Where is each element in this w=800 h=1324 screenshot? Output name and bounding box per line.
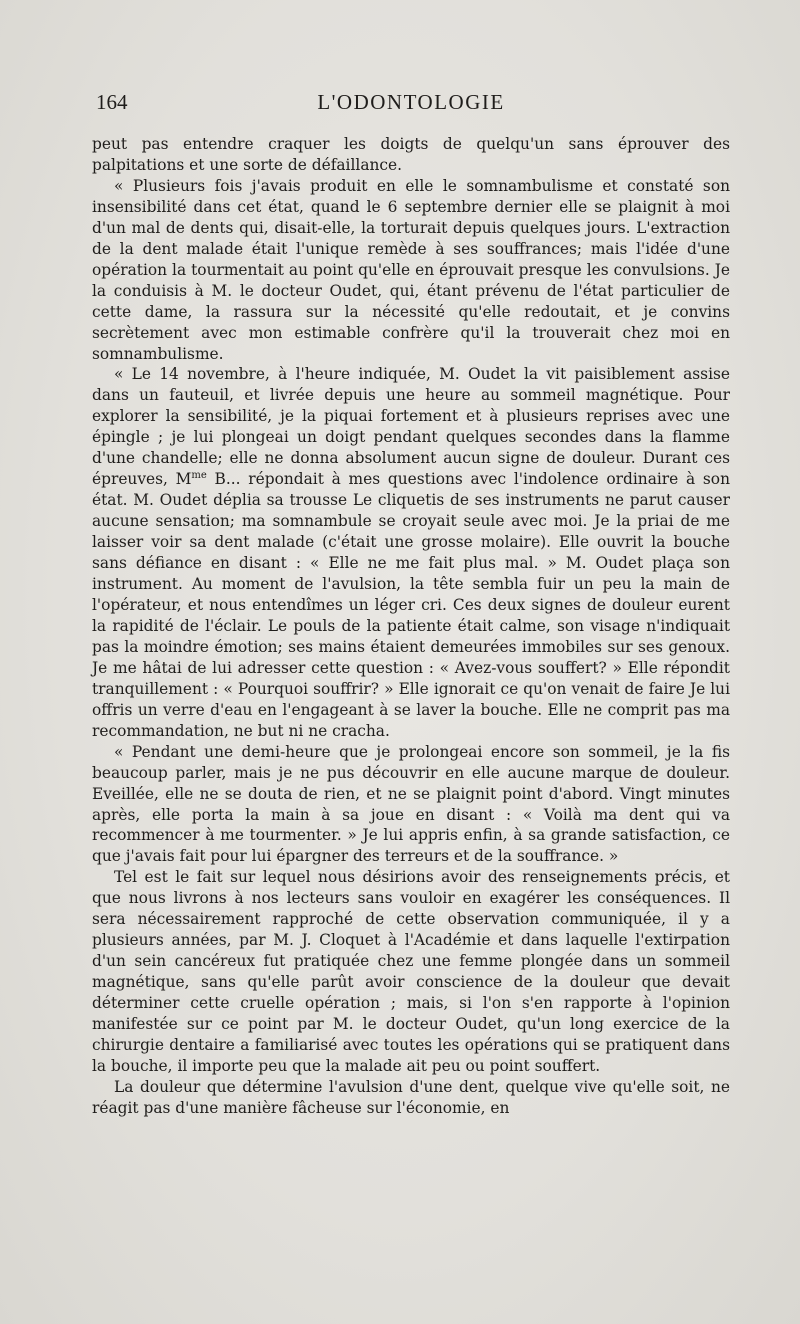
paragraph-1: peut pas entendre craquer les doigts de quelqu'un sans éprouver des palpitations et une sorte de défaillance. — [92, 135, 730, 174]
paragraph-3: « Le 14 novembre, à l'heure indiquée, M. Oudet la vit paisiblement assise dans un fauteuil, et livrée depuis une heure au sommeil magnétique. Pour explorer la sensibilité, je la piquai fortement et à plusieurs reprises avec une épingle ; je lui plongeai un doigt pendant quelques secondes dans la flamme d'une chandelle; elle ne donna absolument aucun signe de douleur. Durant ces épreuves, $M^{me}$ B... répondait à mes questions avec l'indolence ordinaire à son état. M. Oudet déplia sa trousse Le cliquetis de ses instruments ne parut causer aucune sensation; ma somnambule se croyait seule avec moi. Je la priai de me laisser voir sa dent malade (c'était une grosse molaire). Elle ouvrit la bouche sans défiance en disant : « Elle ne me fait plus mal. » M. Oudet plaça son instrument. Au moment de l'avulsion, la tête sembla fuir un peu la main de l'opérateur, et nous entendîmes un léger cri. Ces deux signes de douleur eurent la rapidité de l'éclair. Le pouls de la patiente était calme, son visage n'indiquait pas la moindre émotion; ses mains étaient demeurées immobiles sur ses genoux. Je me hâtai de lui adresser cette question : « Avez-vous souffert? » Elle répondit tranquillement : « Pourquoi souffrir? » Elle ignorait ce qu'on venait de faire Je lui offris un verre d'eau en l'engageant à se laver la bouche. Elle ne comprit pas ma recommandation, ne but ni ne cracha. — [92, 365, 730, 740]
paragraph-2: « Plusieurs fois j'avais produit en elle le somnambulisme et constaté son insensibilité dans cet état, quand le 6 septembre dernier elle se plaignit à moi d'un mal de dents qui, disait-elle, la torturait depuis quelques jours. L'extraction de la dent malade était l'unique remède à ses souffrances; mais l'idée d'une opération la tourmentait au point qu'elle en éprouvait presque les convulsions. Je la conduisis à M. le docteur Oudet, qui, étant prévenu de l'état particulier de cette dame, la rassura sur la nécessité qu'elle redoutait, et je convins secrètement avec mon estimable confrère qu'il la trouverait chez moi en somnambulisme. — [92, 176, 730, 363]
paragraph-6: La douleur que détermine l'avulsion d'une dent, quelque vive qu'elle soit, ne réagit pas d'une manière fâcheuse sur l'économie, en — [92, 1077, 730, 1117]
page-header — [96, 90, 726, 122]
running-title: L'ODONTOLOGIE — [317, 90, 505, 114]
paragraph-4: « Pendant une demi-heure que je prolongeai encore son sommeil, je la fis beaucoup parler, mais je ne pus découvrir en elle aucune marque de douleur. Eveillée, elle ne se douta de rien, et ne se plaignit point d'abord. Vingt minutes après, elle porta la main à sa joue en disant : « Voilà ma dent qui va recommencer à me tourmenter. » Je lui appris enfin, à sa grande satisfaction, ce que j'avais fait pour lui épargner des terreurs et de la souffrance. » — [92, 742, 730, 866]
page-body — [92, 134, 730, 1119]
page-number: 164 — [96, 90, 128, 114]
paragraph-5: Tel est le fait sur lequel nous désirions avoir des renseignements précis, et que nous livrons à nos lecteurs sans vouloir en exagérer les conséquences. Il sera nécessairement rapproché de cette observation communiquée, il y a plusieurs années, par M. J. Cloquet à l'Académie et dans laquelle l'extirpation d'un sein cancéreux fut pratiquée chez une femme plongée dans un sommeil magnétique, sans qu'elle parût avoir conscience de la douleur que devait déterminer cette cruelle opération ; mais, si l'on s'en rapporte à l'opinion manifestée sur ce point par M. le docteur Oudet, qu'un long exercice de la chirurgie dentaire a familiarisé avec toutes les opérations qui se pratiquent dans la bouche, il importe peu que la malade ait peu ou point souffert. — [92, 868, 730, 1075]
